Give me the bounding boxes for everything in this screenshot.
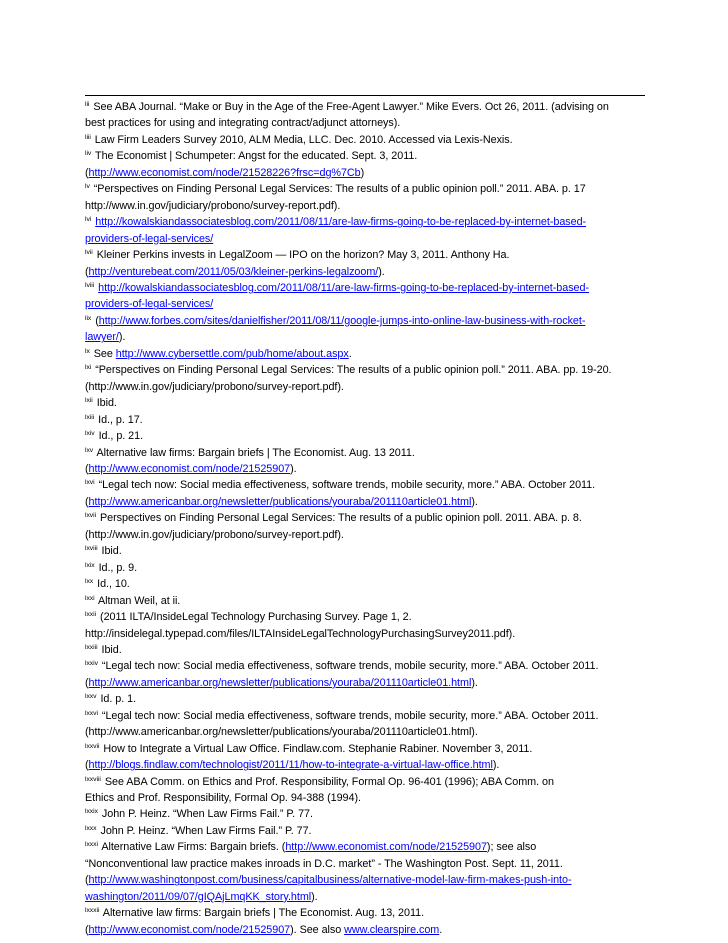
footnote-link[interactable]: http://blogs.findlaw.com/technologist/2011/11/how-to-integrate-a-virtual-law-office.html xyxy=(88,759,493,772)
footnote-line xyxy=(85,823,645,839)
footnote-link[interactable]: www.clearspire.com xyxy=(344,923,440,936)
footnote-line xyxy=(85,362,645,378)
footnote xyxy=(85,477,645,510)
footnote xyxy=(85,428,645,444)
footnote-ref-number: lxviii xyxy=(85,545,98,553)
footnote-text: Alternative law firms: Bargain briefs | The Economist. Aug. 13, 2011. xyxy=(102,907,425,920)
footnote xyxy=(85,247,645,280)
footnote-link[interactable]: http://www.economist.com/node/21525907 xyxy=(88,923,291,936)
footnote-text: . xyxy=(439,923,443,936)
footnote-text: Kleiner Perkins invests in LegalZoom — IPO on the horizon? May 3, 2011. Anthony Ha. xyxy=(96,249,510,262)
footnote-text: ( xyxy=(95,314,99,327)
footnote xyxy=(85,839,645,905)
footnote-text: ( xyxy=(85,874,89,887)
footnote-text: ( xyxy=(85,166,89,179)
footnote-ref-number: lxxv xyxy=(85,693,97,701)
footnote-text: Id., p. 17. xyxy=(98,413,143,426)
footnote xyxy=(85,543,645,559)
footnote-line xyxy=(85,198,645,214)
footnote xyxy=(85,593,645,609)
footnote-text: http://www.in.gov/judiciary/probono/survey-report.pdf). xyxy=(85,199,341,212)
footnote-line xyxy=(85,691,645,707)
footnote-ref-number: lv xyxy=(85,183,90,191)
footnote-line xyxy=(85,593,645,609)
footnote xyxy=(85,823,645,839)
footnote-ref-number: lxxix xyxy=(85,808,98,816)
footnote-line xyxy=(85,214,645,230)
footnote-text: ( xyxy=(85,495,89,508)
footnote-text: ). xyxy=(471,676,478,689)
footnote-ref-number: lxxxi xyxy=(85,841,98,849)
footnote-line xyxy=(85,412,645,428)
footnote-ref-number: lxx xyxy=(85,578,94,586)
footnote-link[interactable]: http://kowalskiandassociatesblog.com/2011/08/11/are-law-firms-going-to-be-replaced-by-internet-based- xyxy=(98,281,590,294)
footnote-link[interactable]: lawyer/ xyxy=(85,331,119,344)
footnote-ref-number: lxvii xyxy=(85,512,97,520)
footnote xyxy=(85,774,645,807)
footnote-text: ( xyxy=(85,759,89,772)
footnote xyxy=(85,412,645,428)
footnote-text: ). xyxy=(290,462,297,475)
footnote-text: See xyxy=(93,347,116,360)
footnote-ref-number: lxxvi xyxy=(85,709,98,717)
footnote-line xyxy=(85,428,645,444)
footnote-link[interactable]: washington/2011/09/07/gIQAjLmqKK_story.html xyxy=(85,890,312,903)
footnote-ref-number: lxxiv xyxy=(85,660,98,668)
footnote-link[interactable]: http://www.washingtonpost.com/business/capitalbusiness/alternative-model-law-firm-makes-push-into- xyxy=(88,874,572,887)
footnote-text: Ibid. xyxy=(101,545,122,558)
footnote-line xyxy=(85,609,645,625)
footnote-line xyxy=(85,708,645,724)
footnote-text: Alternative Law Firms: Bargain briefs. ( xyxy=(101,841,286,854)
footnote-link[interactable]: providers-of-legal-services/ xyxy=(85,298,214,311)
footnote-line xyxy=(85,889,645,905)
footnote-text: Id., p. 21. xyxy=(98,430,144,443)
footnote-link[interactable]: http://www.economist.com/node/21525907 xyxy=(88,462,291,475)
footnote-ref-number: lx xyxy=(85,347,90,355)
footnote-ref-number: liv xyxy=(85,150,92,158)
footnote-link[interactable]: http://www.cybersettle.com/pub/home/about.aspx xyxy=(115,347,349,360)
footnote xyxy=(85,708,645,741)
footnote-link[interactable]: http://www.economist.com/node/21525907 xyxy=(285,841,487,854)
footnote-text: ( xyxy=(85,265,89,278)
footnote-line xyxy=(85,280,645,296)
footnote-ref-number: lix xyxy=(85,314,92,322)
footnote-text: (http://www.in.gov/judiciary/probono/survey-report.pdf). xyxy=(85,528,344,541)
footnote-line xyxy=(85,445,645,461)
footnote-text: Ethics and Prof. Responsibility, Formal Op. 94-388 (1994). xyxy=(85,792,361,805)
footnote-separator xyxy=(85,95,645,96)
footnote-line xyxy=(85,395,645,411)
footnote-ref-number: lxxx xyxy=(85,824,97,832)
footnote xyxy=(85,313,645,346)
footnote-ref-number: lxxxii xyxy=(85,907,100,915)
footnote-text: ( xyxy=(85,676,89,689)
footnote xyxy=(85,576,645,592)
footnote-line xyxy=(85,922,645,938)
footnote xyxy=(85,214,645,247)
footnote-line xyxy=(85,626,645,642)
footnote-line xyxy=(85,247,645,263)
footnote-line xyxy=(85,231,645,247)
footnote-text: Law Firm Leaders Survey 2010, ALM Media, LLC. Dec. 2010. Accessed via Lexis-Nexis. xyxy=(94,133,513,146)
footnote-text: “Legal tech now: Social media effectiveness, software trends, mobile security, more.” ABA. October 2011. xyxy=(101,709,599,722)
footnote-line xyxy=(85,461,645,477)
footnote-ref-number: lxxi xyxy=(85,594,95,602)
footnote-link[interactable]: http://www.economist.com/node/21528226?frsc=dg%7Cb xyxy=(88,166,361,179)
footnote-text: Perspectives on Finding Personal Legal Services: The results of a public opinion poll. 2011. ABA. p. 8. xyxy=(100,512,582,525)
footnote-line xyxy=(85,774,645,790)
footnotes-section xyxy=(85,99,645,938)
footnote-link[interactable]: providers-of-legal-services/ xyxy=(85,232,214,245)
footnote xyxy=(85,132,645,148)
footnote-ref-number: lxv xyxy=(85,446,94,454)
footnote xyxy=(85,642,645,658)
footnote-link[interactable]: http://kowalskiandassociatesblog.com/2011/08/11/are-law-firms-going-to-be-replaced-by-internet-based- xyxy=(95,216,587,229)
footnote-link[interactable]: http://www.americanbar.org/newsletter/publications/youraba/201110article01.html xyxy=(88,676,472,689)
footnote-line xyxy=(85,132,645,148)
footnote-line xyxy=(85,675,645,691)
footnote-line xyxy=(85,115,645,131)
footnote-line xyxy=(85,905,645,921)
footnote-line xyxy=(85,477,645,493)
footnote xyxy=(85,346,645,362)
footnote-line xyxy=(85,264,645,280)
footnote-line xyxy=(85,806,645,822)
footnote xyxy=(85,560,645,576)
footnote-line xyxy=(85,543,645,559)
footnote xyxy=(85,280,645,313)
footnote xyxy=(85,362,645,395)
footnote-text: How to Integrate a Virtual Law Office. Findlaw.com. Stephanie Rabiner. November 3, 2011. xyxy=(103,742,533,755)
footnote-text: John P. Heinz. “When Law Firms Fail.” P. 77. xyxy=(100,824,312,837)
footnote-ref-number: lxvi xyxy=(85,479,95,487)
footnote-text: Id., p. 9. xyxy=(98,561,138,574)
footnote-text: http://insidelegal.typepad.com/files/ILTAInsideLegalTechnologyPurchasingSurvey2011.pdf). xyxy=(85,627,516,640)
footnote-line xyxy=(85,165,645,181)
footnote-link[interactable]: http://www.americanbar.org/newsletter/publications/youraba/201110article01.html xyxy=(88,495,472,508)
footnote-text: (2011 ILTA/InsideLegal Technology Purchasing Survey. Page 1, 2. xyxy=(100,611,412,624)
footnote-text: Ibid. xyxy=(96,397,117,410)
footnote-text: ). xyxy=(378,265,385,278)
footnote-ref-number: lvii xyxy=(85,249,93,257)
footnote-ref-number: lxiii xyxy=(85,413,95,421)
footnote-line xyxy=(85,296,645,312)
footnote-line xyxy=(85,560,645,576)
footnote-text: ). xyxy=(492,759,500,772)
footnote-line xyxy=(85,510,645,526)
footnote-ref-number: lxi xyxy=(85,364,92,372)
footnote-line xyxy=(85,658,645,674)
footnote-line xyxy=(85,576,645,592)
footnote-text: Ibid. xyxy=(101,643,122,656)
footnote-ref-number: lii xyxy=(85,101,90,108)
footnote-text: ) xyxy=(360,166,365,179)
footnote xyxy=(85,658,645,691)
footnote xyxy=(85,445,645,478)
footnote xyxy=(85,905,645,938)
footnote-line xyxy=(85,148,645,164)
footnote-text: ). xyxy=(471,495,478,508)
footnote-text: ). xyxy=(311,890,318,903)
footnote-text: “Legal tech now: Social media effectiveness, software trends, mobile security, more.” ABA. October 2011. xyxy=(101,660,599,673)
footnote-ref-number: liii xyxy=(85,133,91,141)
footnote-line xyxy=(85,856,645,872)
footnote-text: Alternative law firms: Bargain briefs | The Economist. Aug. 13 2011. xyxy=(96,446,415,459)
footnote-ref-number: lxxii xyxy=(85,611,97,619)
footnote-link[interactable]: http://venturebeat.com/2011/05/03/kleiner-perkins-legalzoom/ xyxy=(88,265,379,278)
footnote xyxy=(85,148,645,181)
footnote-ref-number: lviii xyxy=(85,281,95,289)
footnote-line xyxy=(85,346,645,362)
footnote-line xyxy=(85,313,645,329)
footnote xyxy=(85,741,645,774)
footnote-text: “Perspectives on Finding Personal Legal Services: The results of a public opinion poll.” 2011. ABA. p. 17 xyxy=(93,183,586,196)
footnote-text: “Perspectives on Finding Personal Legal Services: The results of a public opinion poll.” 2011. ABA. pp. 19-20. xyxy=(95,364,612,377)
footnote-ref-number: lxxiii xyxy=(85,643,98,651)
footnote-line xyxy=(85,757,645,773)
footnote-line xyxy=(85,494,645,510)
footnote-line xyxy=(85,527,645,543)
footnote-text: ); see also xyxy=(486,841,537,854)
footnote-text: ). See also xyxy=(290,923,345,936)
footnote-line xyxy=(85,872,645,888)
footnote-link[interactable]: http://www.forbes.com/sites/danielfisher/2011/08/11/google-jumps-into-online-law-business-with-rocket- xyxy=(98,314,586,327)
footnote-text: Id. p. 1. xyxy=(100,693,137,706)
footnote-line xyxy=(85,379,645,395)
footnote-text: ( xyxy=(85,462,89,475)
footnote-ref-number: lxix xyxy=(85,561,95,569)
footnote-line xyxy=(85,724,645,740)
footnote-text: Altman Weil, at ii. xyxy=(97,594,181,607)
footnote xyxy=(85,181,645,214)
footnote-text: best practices for using and integrating contract/adjunct attorneys). xyxy=(85,117,401,130)
footnote xyxy=(85,691,645,707)
footnote-text: “Legal tech now: Social media effectiveness, software trends, mobile security, more.” ABA. October 2011. xyxy=(98,479,596,492)
footnote-text: John P. Heinz. “When Law Firms Fail.” P. 77. xyxy=(101,808,313,821)
footnote-text: The Economist | Schumpeter: Angst for the educated. Sept. 3, 2011. xyxy=(95,150,418,163)
footnote-text: (http://www.americanbar.org/newsletter/publications/youraba/201110article01.html). xyxy=(85,726,478,739)
footnote-text: Id., 10. xyxy=(97,578,130,591)
footnote-text: ( xyxy=(85,923,89,936)
footnote-line xyxy=(85,642,645,658)
footnote-ref-number: lxxvii xyxy=(85,742,100,750)
footnote-line xyxy=(85,99,645,115)
footnote xyxy=(85,99,645,132)
footnote xyxy=(85,609,645,642)
footnote-text: See ABA Journal. “Make or Buy in the Age of the Free-Agent Lawyer.” Mike Evers. Oct 26, 2011. (advising on xyxy=(93,101,609,113)
footnote-text: See ABA Comm. on Ethics and Prof. Responsibility, Formal Op. 96-401 (1996); ABA Comm. on xyxy=(104,775,554,788)
footnote-ref-number: lxiv xyxy=(85,430,95,438)
footnote-ref-number: lvi xyxy=(85,216,92,224)
footnote-text: . xyxy=(348,347,352,360)
footnote xyxy=(85,806,645,822)
footnote-line xyxy=(85,329,645,345)
footnote-text: “Nonconventional law practice makes inroads in D.C. market” - The Washington Post. Sept. 11, 2011. xyxy=(85,857,563,870)
footnote-line xyxy=(85,839,645,855)
footnote xyxy=(85,510,645,543)
footnote-ref-number: lxxviii xyxy=(85,775,101,783)
footnote-ref-number: lxii xyxy=(85,397,93,405)
footnote-line xyxy=(85,790,645,806)
footnote xyxy=(85,395,645,411)
footnote-text: (http://www.in.gov/judiciary/probono/survey-report.pdf). xyxy=(85,380,344,393)
footnote-line xyxy=(85,181,645,197)
footnote-line xyxy=(85,741,645,757)
footnote-text: ). xyxy=(118,331,126,344)
